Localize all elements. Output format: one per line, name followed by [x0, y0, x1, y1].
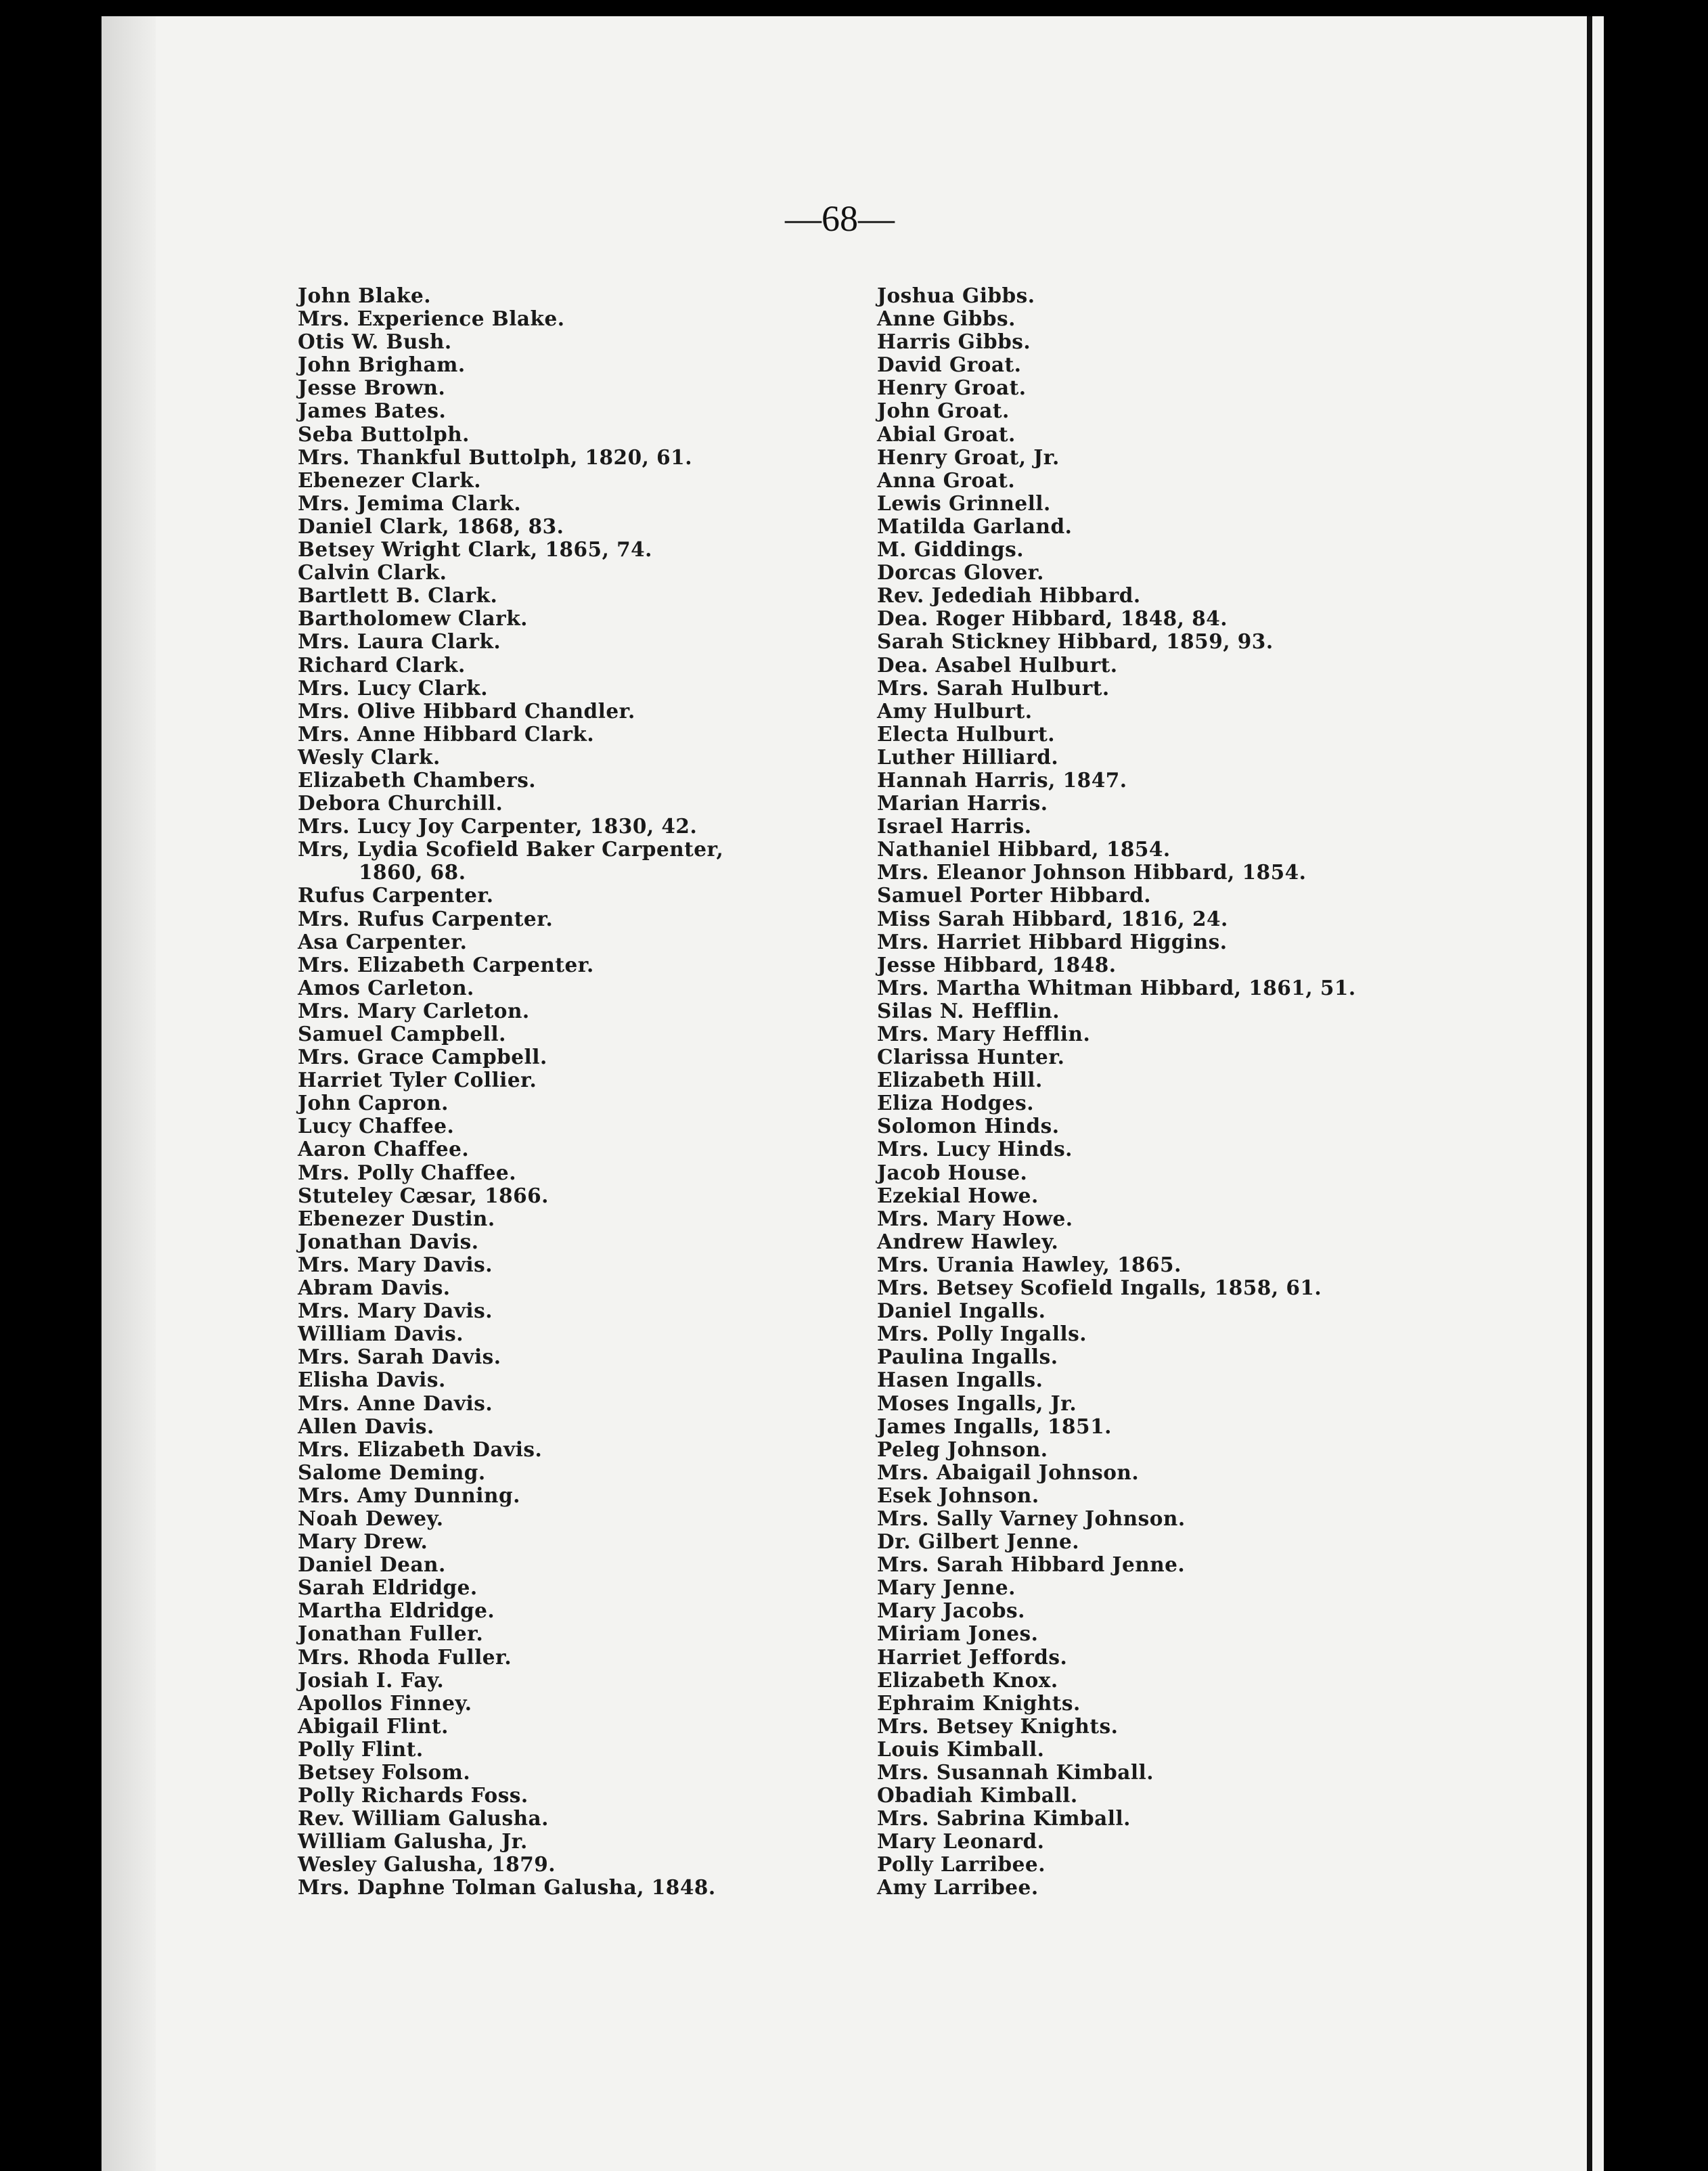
name-entry: Otis W. Bush. — [298, 330, 452, 354]
name-entry: Abigail Flint. — [298, 1714, 449, 1738]
name-entry: 1860, 68. — [359, 860, 466, 885]
name-entry: Mrs. Lucy Joy Carpenter, 1830, 42. — [298, 814, 698, 838]
name-entry: Mrs. Olive Hibbard Chandler. — [298, 698, 635, 723]
name-entry: Mrs. Abaigail Johnson. — [877, 1460, 1140, 1484]
name-entry: Mrs. Harriet Hibbard Higgins. — [877, 929, 1228, 954]
name-entry: Polly Richards Foss. — [298, 1783, 529, 1808]
name-entry: Mary Jacobs. — [877, 1598, 1025, 1623]
page-number: —68— — [785, 198, 895, 239]
name-entry: Mrs. Sarah Hibbard Jenne. — [877, 1552, 1186, 1577]
name-entry: Ephraim Knights. — [877, 1691, 1081, 1715]
name-entry: Mrs. Amy Dunning. — [298, 1483, 520, 1507]
name-entry: Betsey Wright Clark, 1865, 74. — [298, 537, 652, 562]
name-entry: Jonathan Davis. — [298, 1229, 479, 1253]
name-entry: William Davis. — [298, 1322, 464, 1346]
name-entry: Amy Larribee. — [877, 1875, 1039, 1900]
name-entry: Mrs. Mary Davis. — [298, 1299, 493, 1323]
name-entry: Mrs. Betsey Scofield Ingalls, 1858, 61. — [877, 1276, 1322, 1300]
name-entry: Stuteley Cæsar, 1866. — [298, 1183, 549, 1207]
name-entry: John Groat. — [877, 399, 1010, 423]
name-entry: Peleg Johnson. — [877, 1437, 1048, 1461]
name-entry: Mary Drew. — [298, 1529, 428, 1554]
name-entry: Debora Churchill. — [298, 791, 503, 815]
name-entry: Polly Flint. — [298, 1737, 424, 1761]
name-entry: Samuel Campbell. — [298, 1022, 506, 1046]
name-entry: Jesse Hibbard, 1848. — [877, 952, 1117, 977]
name-entry: Josiah I. Fay. — [298, 1668, 445, 1692]
name-entry: Anne Gibbs. — [877, 307, 1016, 331]
name-entry: Hasen Ingalls. — [877, 1368, 1043, 1392]
name-entry: Calvin Clark. — [298, 560, 447, 585]
name-entry: Luther Hilliard. — [877, 744, 1059, 769]
name-entry: Esek Johnson. — [877, 1483, 1039, 1507]
name-entry: Mrs. Rufus Carpenter. — [298, 906, 554, 931]
name-entry: Bartlett B. Clark. — [298, 583, 498, 608]
name-entry: Moses Ingalls, Jr. — [877, 1391, 1077, 1415]
name-entry: Richard Clark. — [298, 652, 466, 677]
name-entry: Ezekial Howe. — [877, 1183, 1039, 1207]
name-entry: Elisha Davis. — [298, 1368, 446, 1392]
name-entry: Joshua Gibbs. — [877, 284, 1035, 307]
name-entry: Paulina Ingalls. — [877, 1345, 1058, 1369]
name-entry: Nathaniel Hibbard, 1854. — [877, 837, 1171, 861]
name-entry: Mrs. Elizabeth Carpenter. — [298, 952, 594, 977]
name-entry: Jacob House. — [877, 1160, 1028, 1184]
name-entry: Mrs. Sally Varney Johnson. — [877, 1506, 1186, 1530]
name-entry: Abram Davis. — [298, 1276, 451, 1300]
name-entry: Elizabeth Hill. — [877, 1068, 1043, 1092]
name-entry: Matilda Garland. — [877, 514, 1073, 538]
name-entry: Dr. Gilbert Jenne. — [877, 1529, 1080, 1554]
name-entry: Asa Carpenter. — [298, 929, 468, 954]
name-entry: Mrs. Laura Clark. — [298, 629, 501, 654]
name-entry: Polly Larribee. — [877, 1852, 1046, 1877]
name-entry: Mrs. Martha Whitman Hibbard, 1861, 51. — [877, 975, 1356, 1000]
name-entry: Mrs, Lydia Scofield Baker Carpenter, — [298, 837, 724, 861]
name-entry: Solomon Hinds. — [877, 1114, 1060, 1138]
name-entry: Amy Hulburt. — [877, 698, 1033, 723]
name-entry: Dorcas Glover. — [877, 560, 1044, 585]
name-entry: Mrs. Eleanor Johnson Hibbard, 1854. — [877, 860, 1307, 885]
name-entry: Mrs. Jemima Clark. — [298, 491, 522, 515]
name-entry: Rufus Carpenter. — [298, 883, 494, 908]
name-entry: Mrs. Polly Chaffee. — [298, 1160, 516, 1184]
name-entry: Henry Groat. — [877, 376, 1027, 400]
left-name-column — [298, 284, 853, 1900]
name-entry: Sarah Stickney Hibbard, 1859, 93. — [877, 629, 1274, 654]
name-entry: Mrs. Sarah Hulburt. — [877, 675, 1110, 700]
name-entry: Clarissa Hunter. — [877, 1045, 1065, 1069]
name-entry: Daniel Dean. — [298, 1552, 446, 1577]
name-entry: Seba Buttolph. — [298, 422, 470, 446]
name-entry: Silas N. Hefflin. — [877, 998, 1060, 1023]
name-entry: Miriam Jones. — [877, 1621, 1039, 1646]
name-entry: Dea. Asabel Hulburt. — [877, 652, 1118, 677]
name-entry: Mrs. Susannah Kimball. — [877, 1760, 1154, 1784]
name-entry: Mrs. Lucy Clark. — [298, 675, 488, 700]
name-entry: Mary Jenne. — [877, 1575, 1016, 1600]
name-entry: Mrs. Betsey Knights. — [877, 1714, 1119, 1738]
name-entry: Mrs. Urania Hawley, 1865. — [877, 1252, 1182, 1276]
name-entry: Mrs. Rhoda Fuller. — [298, 1644, 512, 1669]
name-entry: William Galusha, Jr. — [298, 1829, 528, 1854]
name-entry: Mrs. Thankful Buttolph, 1820, 61. — [298, 445, 692, 469]
name-entry: Samuel Porter Hibbard. — [877, 883, 1152, 908]
name-entry: John Brigham. — [298, 353, 466, 377]
name-entry: Harris Gibbs. — [877, 330, 1031, 354]
name-entry: Bartholomew Clark. — [298, 606, 528, 631]
name-entry: Eliza Hodges. — [877, 1091, 1034, 1115]
name-entry: Noah Dewey. — [298, 1506, 444, 1530]
page-edge-rule — [1587, 16, 1592, 2171]
name-entry: Apollos Finney. — [298, 1691, 472, 1715]
name-entry: Allen Davis. — [298, 1414, 434, 1438]
name-entry: Mrs. Sabrina Kimball. — [877, 1806, 1131, 1831]
name-entry: Henry Groat, Jr. — [877, 445, 1060, 469]
name-entry: John Capron. — [298, 1091, 449, 1115]
name-entry: Marian Harris. — [877, 791, 1048, 815]
name-entry: Amos Carleton. — [298, 975, 474, 1000]
right-name-column — [877, 284, 1445, 1900]
name-entry: Mrs. Polly Ingalls. — [877, 1322, 1087, 1346]
name-entry: Abial Groat. — [877, 422, 1016, 446]
name-entry: Mrs. Daphne Tolman Galusha, 1848. — [298, 1875, 716, 1900]
name-entry: Lucy Chaffee. — [298, 1114, 455, 1138]
name-entry: Andrew Hawley. — [877, 1229, 1059, 1253]
name-entry: M. Giddings. — [877, 537, 1025, 562]
name-entry: Mrs. Mary Davis. — [298, 1252, 493, 1276]
name-entry: Martha Eldridge. — [298, 1598, 495, 1623]
name-entry: Wesley Galusha, 1879. — [298, 1852, 556, 1877]
name-entry: Hannah Harris, 1847. — [877, 767, 1127, 792]
name-entry: Mrs. Elizabeth Davis. — [298, 1437, 543, 1461]
name-entry: Jonathan Fuller. — [298, 1621, 484, 1646]
name-entry: Mrs. Anne Davis. — [298, 1391, 493, 1415]
name-entry: Ebenezer Dustin. — [298, 1206, 495, 1230]
name-entry: Anna Groat. — [877, 468, 1016, 492]
name-entry: Jesse Brown. — [298, 376, 446, 400]
name-entry: Betsey Folsom. — [298, 1760, 471, 1784]
name-entry: Israel Harris. — [877, 814, 1032, 838]
name-entry: Mrs. Sarah Davis. — [298, 1345, 501, 1369]
name-entry: John Blake. — [298, 284, 432, 307]
name-entry: Mrs. Mary Carleton. — [298, 998, 530, 1023]
binding-edge — [102, 16, 156, 2171]
name-entry: Sarah Eldridge. — [298, 1575, 478, 1600]
name-entry: Dea. Roger Hibbard, 1848, 84. — [877, 606, 1228, 631]
name-entry: Ebenezer Clark. — [298, 468, 481, 492]
name-entry: Miss Sarah Hibbard, 1816, 24. — [877, 906, 1228, 931]
name-entry: James Bates. — [298, 399, 447, 423]
name-entry: David Groat. — [877, 353, 1022, 377]
name-entry: Elizabeth Knox. — [877, 1668, 1058, 1692]
name-entry: Mrs. Grace Campbell. — [298, 1045, 547, 1069]
name-entry: Electa Hulburt. — [877, 721, 1055, 746]
name-entry: Mrs. Anne Hibbard Clark. — [298, 721, 595, 746]
name-entry: Obadiah Kimball. — [877, 1783, 1078, 1808]
name-entry: Aaron Chaffee. — [298, 1137, 470, 1161]
name-entry: Daniel Clark, 1868, 83. — [298, 514, 564, 538]
name-entry: Harriet Jeffords. — [877, 1644, 1068, 1669]
name-entry: Harriet Tyler Collier. — [298, 1068, 537, 1092]
name-entry: Mary Leonard. — [877, 1829, 1045, 1854]
name-entry: Rev. Jedediah Hibbard. — [877, 583, 1141, 608]
name-entry: Daniel Ingalls. — [877, 1299, 1046, 1323]
name-entry: Wesly Clark. — [298, 744, 441, 769]
name-entry: Mrs. Mary Howe. — [877, 1206, 1073, 1230]
name-entry: Louis Kimball. — [877, 1737, 1045, 1761]
name-entry: Salome Deming. — [298, 1460, 486, 1484]
name-entry: Elizabeth Chambers. — [298, 767, 537, 792]
name-entry: Lewis Grinnell. — [877, 491, 1051, 515]
name-entry: Mrs. Lucy Hinds. — [877, 1137, 1073, 1161]
name-entry: James Ingalls, 1851. — [877, 1414, 1112, 1438]
name-entry: Rev. William Galusha. — [298, 1806, 549, 1831]
name-entry: Mrs. Experience Blake. — [298, 307, 565, 331]
name-entry: Mrs. Mary Hefflin. — [877, 1022, 1091, 1046]
